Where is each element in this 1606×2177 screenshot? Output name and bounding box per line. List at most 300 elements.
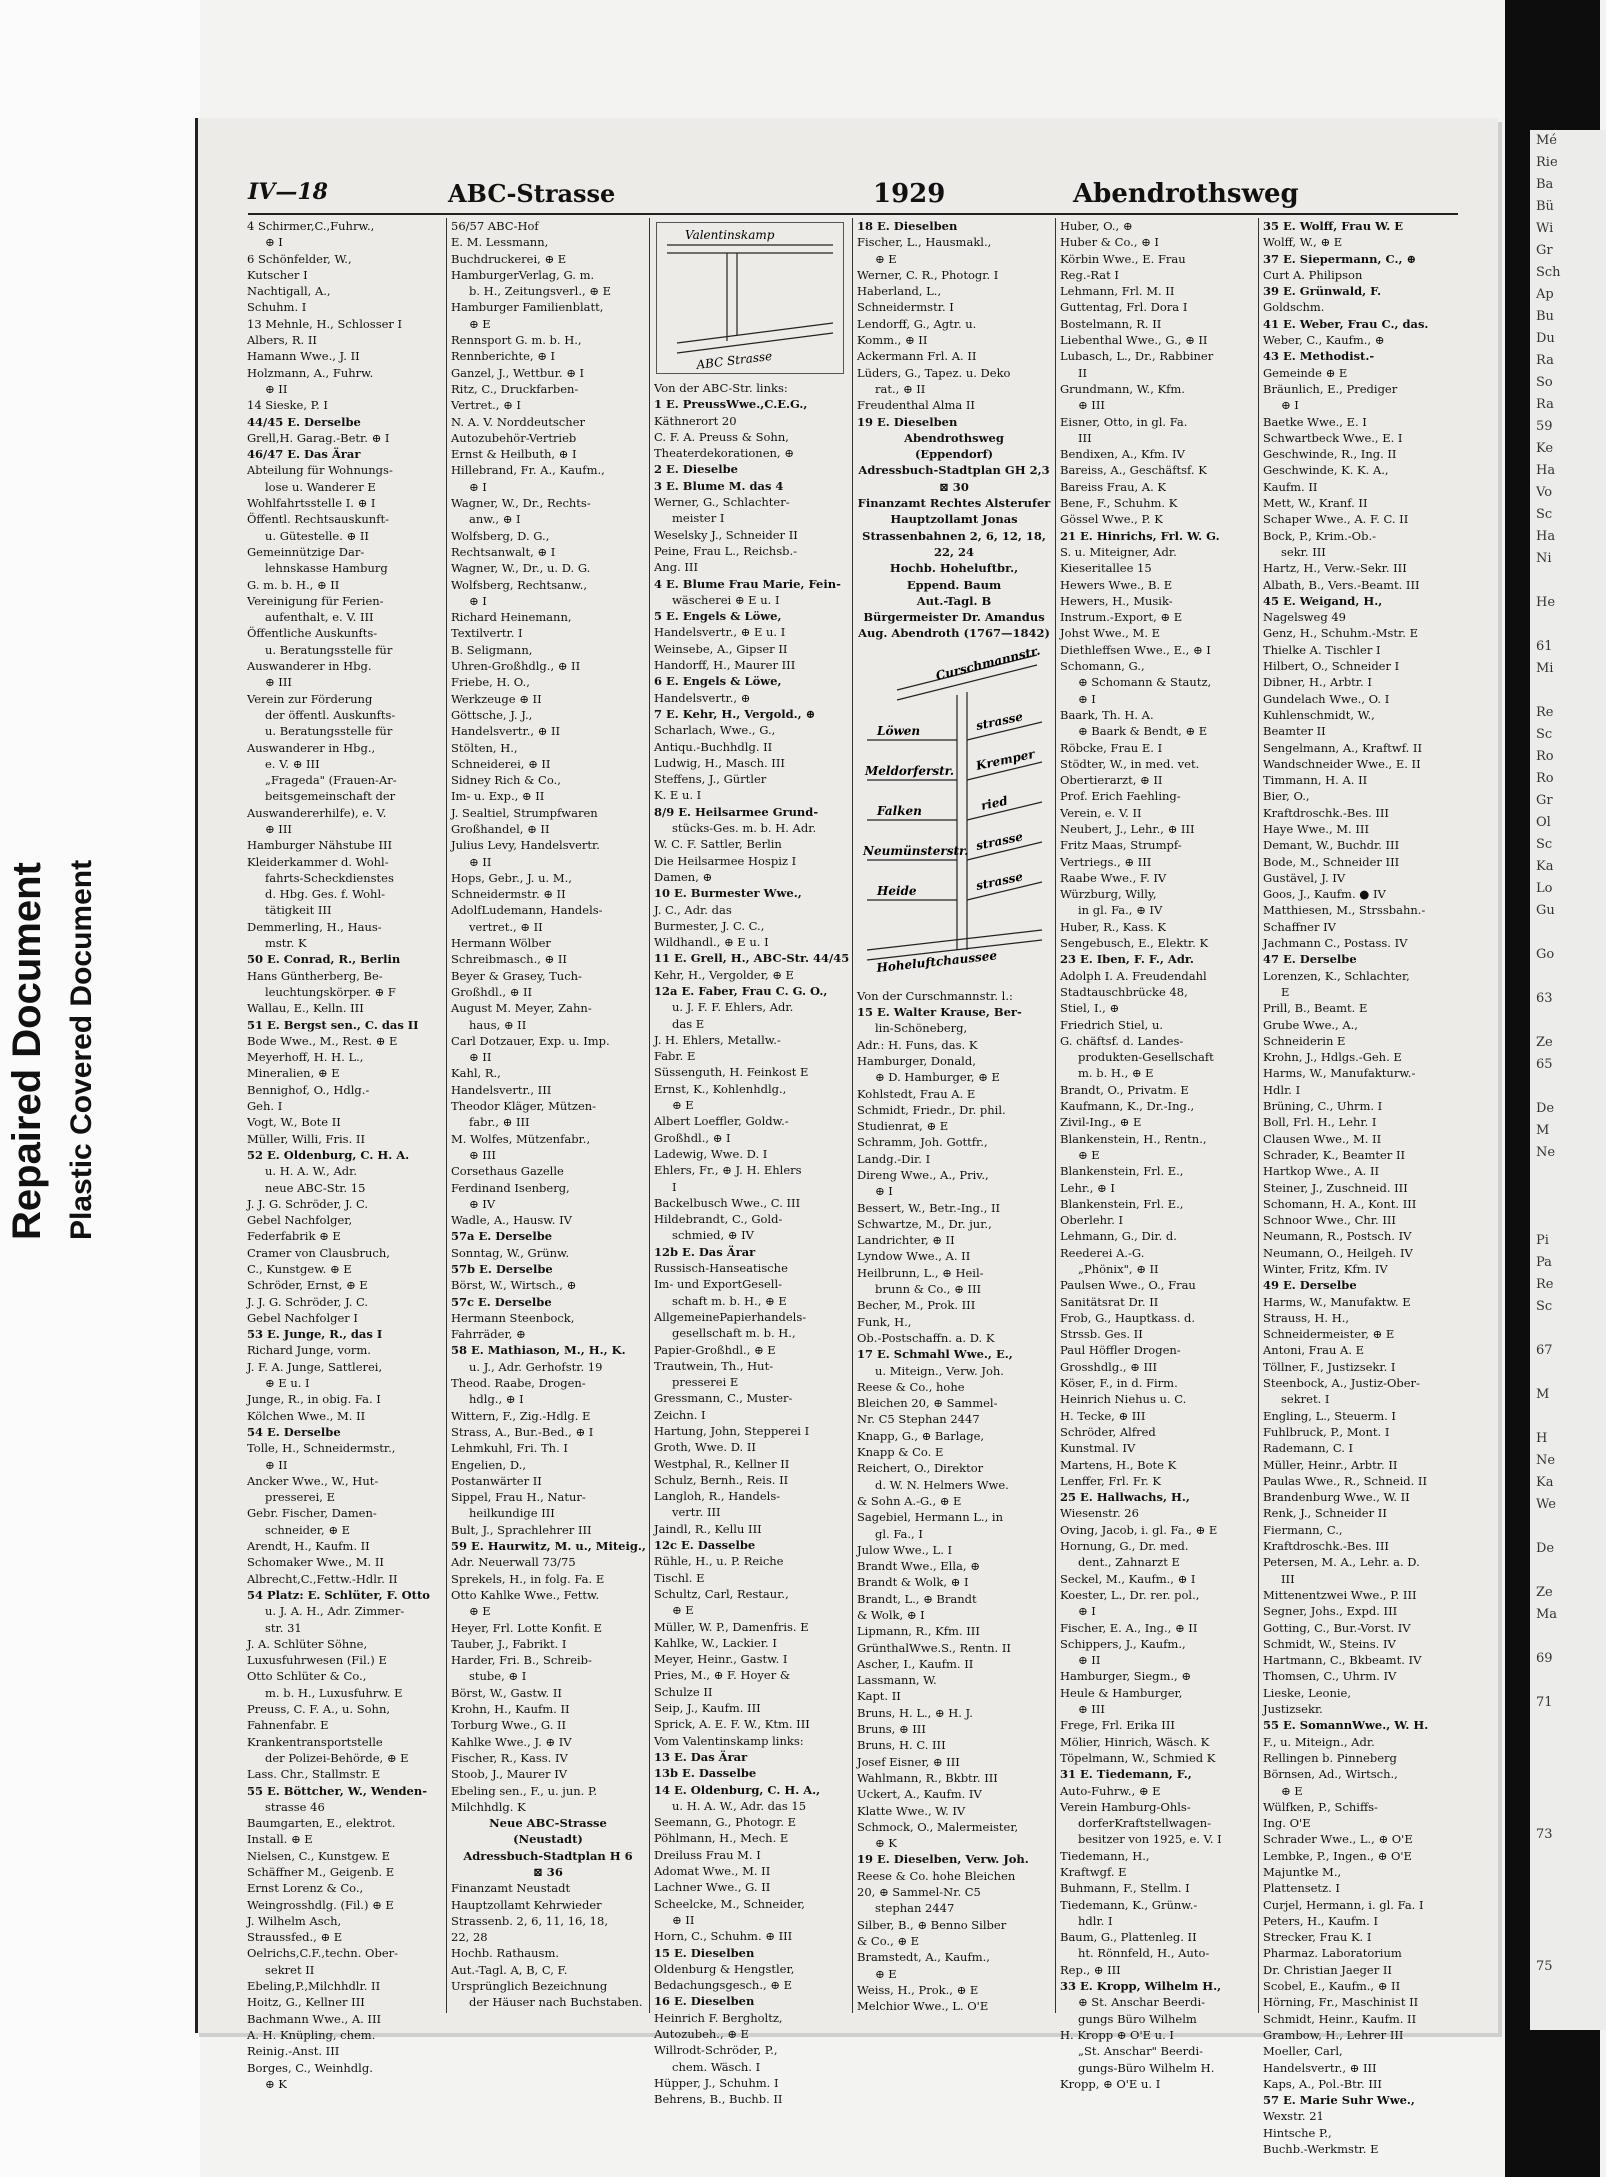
directory-entry: mstr. K [265, 936, 307, 951]
column-grid [243, 218, 1463, 2157]
directory-entry: Auswanderer in Hbg., [247, 740, 376, 755]
directory-entry: Bräunlich, E., Prediger [1263, 381, 1398, 396]
directory-entry: Fabr. E [654, 1049, 696, 1064]
directory-entry: Strecker, Frau K. I [1263, 1930, 1372, 1945]
directory-entry: Weinsebe, A., Gipser II [654, 641, 788, 656]
directory-entry: Werner, G., Schlachter- [654, 495, 790, 510]
directory-entry: Schuhm. I [247, 300, 307, 315]
directory-entry: Börst, W., Wirtsch., ⊕ [451, 1278, 577, 1293]
directory-entry: Landg.-Dir. I [857, 1151, 931, 1166]
directory-entry: Bareiss Frau, A. K [1060, 479, 1167, 494]
directory-entry: Steffens, J., Gürtler [654, 772, 767, 787]
directory-entry: 45 E. Weigand, H., [1263, 593, 1383, 608]
directory-entry: produkten-Gesellschaft [1078, 1050, 1214, 1065]
directory-entry: Lendorff, G., Agtr. u. [857, 316, 977, 331]
directory-entry: u. Beratungsstelle für [265, 642, 393, 657]
directory-entry: J. H. Ehlers, Metallw.- [654, 1032, 781, 1047]
directory-entry: Lyndow Wwe., A. II [857, 1249, 971, 1264]
directory-entry: leuchtungskörper. ⊕ F [265, 984, 396, 999]
adjacent-page-fragment: 73 [1536, 1827, 1553, 1842]
directory-entry: chem. Wäsch. I [672, 2059, 761, 2074]
adjacent-page-fragment: Gu [1536, 903, 1555, 918]
directory-entry: Hermann Steenbock, [451, 1310, 575, 1325]
directory-entry: Hintsche P., [1263, 2125, 1332, 2140]
directory-entry: Bruns, H. L., ⊕ H. J. [857, 1705, 973, 1720]
directory-entry: Käthnerort 20 [654, 413, 737, 428]
directory-entry: Lipmann, R., Kfm. III [857, 1624, 980, 1639]
directory-entry: Heyer, Frl. Lotte Konfit. E [451, 1620, 603, 1635]
directory-entry: Diethleffsen Wwe., E., ⊕ I [1060, 642, 1211, 657]
directory-entry: Ferdinand Isenberg, [451, 1180, 570, 1195]
directory-entry: strasse 46 [265, 1799, 325, 1814]
directory-entry: Junge, R., in obig. Fa. I [247, 1392, 381, 1407]
adjacent-page-fragment: Sc [1536, 507, 1553, 522]
directory-entry: Kutscher I [247, 267, 308, 282]
directory-entry: stücks-Ges. m. b. H. Adr. [672, 821, 817, 836]
directory-entry: Wolff, W., ⊕ E [1263, 235, 1343, 250]
directory-entry: Strauss, H. H., [1263, 1310, 1350, 1325]
adjacent-page-fragment: Pi [1536, 1233, 1549, 1248]
directory-entry: Freudenthal Alma II [857, 398, 975, 413]
directory-entry: J. F. A. Junge, Sattlerei, [247, 1359, 383, 1374]
directory-entry: Bachmann Wwe., A. III [247, 2011, 382, 2026]
directory-entry: Dr. Christian Jaeger II [1263, 1962, 1392, 1977]
column-2 [446, 218, 647, 2013]
directory-entry: ⊕ Schomann & Stautz, [1078, 675, 1212, 690]
adjacent-page-fragment: We [1536, 1497, 1556, 1512]
directory-entry: Reese & Co., hohe [857, 1379, 965, 1394]
map-label-valentinskamp: Valentinskamp [685, 228, 775, 242]
directory-entry: Wolfsberg, D. G., [451, 528, 550, 543]
adjacent-page-fragment: Ha [1536, 463, 1556, 478]
directory-entry: Köser, F., in d. Firm. [1060, 1376, 1178, 1391]
directory-entry: Mölier, Hinrich, Wäsch. K [1060, 1734, 1210, 1749]
directory-entry: Langloh, R., Handels- [654, 1489, 781, 1504]
directory-entry: Würzburg, Willy, [1060, 887, 1157, 902]
adjacent-page-fragment: So [1536, 375, 1553, 390]
directory-entry: 54 E. Derselbe [247, 1424, 341, 1439]
directory-entry: ⊕ K [875, 1836, 897, 1851]
directory-entry: Fahrräder, ⊕ [451, 1327, 526, 1342]
directory-entry: „St. Anschar" Beerdi- [1078, 2044, 1204, 2059]
directory-entry: Mittenentzwei Wwe., P. III [1263, 1587, 1417, 1602]
column-4-bottom [853, 988, 1053, 2015]
directory-entry: Haberland, L., [857, 284, 942, 299]
directory-entry: Sagebiel, Hermann L., in [857, 1510, 1003, 1525]
directory-entry: Kaps, A., Pol.-Btr. III [1263, 2076, 1382, 2091]
directory-entry: Grosshdlg., ⊕ III [1060, 1359, 1158, 1374]
directory-entry: Oelrichs,C.F.,techn. Ober- [247, 1946, 399, 1961]
directory-entry: Öffentliche Auskunfts- [247, 626, 378, 641]
directory-entry: Otto Schlüter & Co., [247, 1669, 367, 1684]
directory-entry: m. b. H., ⊕ E [1078, 1066, 1154, 1081]
adjacent-page-fragment [1536, 1164, 1606, 1186]
directory-entry: Tiedemann, H., [1060, 1848, 1150, 1863]
adjacent-page-fragment [1536, 1802, 1606, 1824]
street-map-abc [656, 222, 844, 374]
directory-entry: Wahlmann, R., Bkbtr. III [857, 1770, 998, 1785]
directory-entry: Peters, H., Kaufm. I [1263, 1913, 1379, 1928]
directory-entry: sekr. III [1281, 544, 1326, 559]
directory-entry: Handorff, H., Maurer III [654, 658, 796, 673]
directory-entry: Hermann Wölber [451, 936, 551, 951]
directory-entry: Im- und ExportGesell- [654, 1277, 783, 1292]
directory-entry: 41 E. Weber, Frau C., das. [1263, 316, 1429, 331]
directory-entry: Baetke Wwe., E. I [1263, 414, 1367, 429]
directory-entry: u. J., Adr. Gerhofstr. 19 [469, 1359, 603, 1374]
directory-entry: Reinig.-Anst. III [247, 2044, 340, 2059]
directory-entry: 13 E. Das Ärar [654, 1749, 748, 1764]
directory-entry: F., u. Miteign., Adr. [1263, 1734, 1375, 1749]
directory-entry: Corsethaus Gazelle [451, 1164, 564, 1179]
directory-entry: Schneiderin E [1263, 1033, 1346, 1048]
directory-entry: Schröder, Ernst, ⊕ E [247, 1278, 368, 1293]
adjacent-page-fragment [1536, 614, 1606, 636]
map-label-falken: Falken [877, 803, 922, 818]
directory-entry: Lass. Chr., Stallmstr. E [247, 1767, 381, 1782]
directory-entry: meister I [672, 511, 725, 526]
map-label-r4: strasse [974, 829, 1025, 853]
directory-entry: Börnsen, Ad., Wirtsch., [1263, 1767, 1398, 1782]
directory-entry: ⊕ I [1078, 1604, 1096, 1619]
directory-entry: Raabe Wwe., F. IV [1060, 870, 1167, 885]
adjacent-page-fragment [1536, 1934, 1606, 1956]
directory-entry: Göttsche, J. J., [451, 707, 533, 722]
directory-entry: M. Wolfes, Mützenfabr., [451, 1131, 591, 1146]
column-1 [243, 218, 443, 2091]
directory-entry: ⊕ II [469, 1050, 492, 1065]
directory-entry: Grube Wwe., A., [1263, 1017, 1358, 1032]
adjacent-page-fragment: Ap [1536, 287, 1554, 302]
directory-entry: Lieske, Leonie, [1263, 1685, 1352, 1700]
map-label-meldorf: Meldorferstr. [865, 763, 955, 778]
directory-entry: ⊕ E [875, 1966, 897, 1981]
directory-entry: 57b E. Derselbe [451, 1262, 553, 1276]
directory-entry: Vertriegs., ⊕ III [1060, 854, 1152, 869]
right-street-heading: Abendrothsweg [1073, 179, 1299, 209]
directory-entry: Gemeinnützige Dar- [247, 544, 365, 559]
directory-entry: Ascher, I., Kaufm. II [857, 1656, 974, 1671]
directory-entry: Heule & Hamburger, [1060, 1685, 1183, 1700]
directory-entry: Hornung, G., Dr. med. [1060, 1539, 1189, 1554]
directory-entry: vertret., ⊕ II [469, 919, 543, 934]
directory-entry: Hans Güntherberg, Be- [247, 968, 383, 983]
adjacent-page-fragment [1536, 1670, 1606, 1692]
directory-entry: ⊕ St. Anschar Beerdi- [1078, 1995, 1206, 2010]
directory-entry: Buchdruckerei, ⊕ E [451, 251, 567, 266]
directory-entry: Steiner, J., Zuschneid. III [1263, 1180, 1408, 1195]
directory-entry: Reederei A.-G. [1060, 1245, 1145, 1260]
directory-entry: Schneidermstr. I [857, 300, 954, 315]
directory-entry: sekret. I [1281, 1392, 1330, 1407]
directory-entry: Sprekels, H., in folg. Fa. E [451, 1571, 605, 1586]
directory-entry: Hochb. Hoheluftbr., [889, 561, 1019, 576]
directory-entry: Albath, B., Vers.-Beamt. III [1263, 577, 1420, 592]
column-5 [1055, 218, 1256, 2091]
directory-entry: Hartmann, C., Bkbeamt. IV [1263, 1653, 1422, 1668]
directory-entry: Von der Curschmannstr. l.: [857, 988, 1013, 1003]
directory-entry: Abendrothsweg [904, 430, 1004, 445]
adjacent-page-fragment: 63 [1536, 991, 1553, 1006]
directory-entry: u. Miteign., Verw. Joh. [875, 1363, 1004, 1378]
directory-entry: Kaufm. II [1263, 479, 1318, 494]
directory-entry: Lubasch, L., Dr., Rabbiner [1060, 349, 1214, 364]
adjacent-page-sliver [1530, 130, 1606, 2030]
directory-entry: Kahl, R., [451, 1066, 501, 1081]
directory-entry: Meyerhoff, H. H. L., [247, 1050, 364, 1065]
adjacent-page-fragment: M [1536, 1387, 1550, 1402]
directory-entry: Adr.: H. Funs, das. K [857, 1037, 978, 1052]
directory-entry: Von der ABC-Str. links: [654, 381, 788, 395]
directory-entry: Tiedemann, K., Grünw.- [1060, 1897, 1198, 1912]
adjacent-page-fragment [1536, 1010, 1606, 1032]
directory-entry: Werner, C. R., Photogr. I [857, 267, 999, 282]
directory-entry: aufenthalt, e. V. III [265, 610, 374, 625]
directory-entry: 5 E. Engels & Löwe, [654, 609, 782, 624]
directory-entry: Hamburger Nähstube III [247, 838, 393, 853]
column-4 [852, 218, 1053, 2013]
adjacent-page-fragment: Ne [1536, 1145, 1556, 1160]
map-label-hoheluft: Hoheluftchaussee [875, 948, 998, 975]
adjacent-page-fragment: Du [1536, 331, 1555, 346]
directory-entry: 31 E. Tiedemann, F., [1060, 1767, 1192, 1782]
directory-entry: Oldenburg & Hengstler, [654, 1961, 795, 1976]
directory-entry: 53 E. Junge, R., das I [247, 1327, 383, 1342]
directory-entry: Silber, B., ⊕ Benno Silber [857, 1917, 1007, 1932]
directory-entry: anw., ⊕ I [469, 512, 521, 527]
directory-entry: Theaterdekorationen, ⊕ [654, 446, 794, 461]
directory-entry: Wexstr. 21 [1263, 2109, 1324, 2124]
adjacent-page-fragment: Rie [1536, 155, 1558, 170]
directory-entry: Wadle, A., Hausw. IV [451, 1213, 572, 1228]
directory-entry: G. m. b. H., ⊕ II [247, 577, 340, 592]
map-label-r1: strasse [974, 709, 1025, 733]
directory-entry: Trautwein, Th., Hut- [654, 1358, 774, 1373]
directory-entry: Timmann, H. A. II [1263, 773, 1368, 788]
directory-entry: Werkzeuge ⊕ II [451, 691, 542, 706]
directory-entry: Bode Wwe., M., Rest. ⊕ E [247, 1033, 398, 1048]
directory-entry: Federfabrik ⊕ E [247, 1229, 341, 1244]
directory-entry: E [1281, 984, 1290, 999]
directory-entry: Nagelsweg 49 [1263, 610, 1346, 625]
directory-entry: Winter, Fritz, Kfm. IV [1263, 1262, 1388, 1276]
directory-entry: Carl Dotzauer, Exp. u. Imp. [451, 1033, 610, 1048]
directory-entry: Kraftwgf. E [1060, 1864, 1127, 1879]
directory-entry: Strass, A., Bur.-Bed., ⊕ I [451, 1424, 594, 1439]
directory-entry: Antoni, Frau A. E [1263, 1343, 1365, 1358]
directory-entry: Damen, ⊕ [654, 869, 713, 884]
directory-entry: Martens, H., Bote K [1060, 1457, 1177, 1472]
directory-entry: Kleiderkammer d. Wohl- [247, 854, 389, 869]
directory-entry: Sonntag, W., Grünw. [451, 1245, 570, 1260]
directory-entry: Bruns, H. C. III [857, 1738, 946, 1753]
directory-entry: Brüning, C., Uhrm. I [1263, 1099, 1383, 1114]
covered-label: Plastic Covered Document [65, 859, 98, 1240]
directory-entry: Kehr, H., Vergolder, ⊕ E [654, 967, 794, 982]
directory-entry: Bedachungsgesch., ⊕ E [654, 1978, 792, 1993]
adjacent-page-fragment [1536, 1560, 1606, 1582]
directory-entry: „Frageda" (Frauen-Ar- [265, 773, 397, 788]
directory-entry: AllgemeinePapierhandels- [654, 1309, 807, 1324]
directory-entry: Demant, W., Buchdr. III [1263, 838, 1400, 853]
directory-entry: vertr. III [672, 1505, 721, 1520]
directory-entry: Schmidt, Heinr., Kaufm. II [1263, 2011, 1417, 2026]
directory-entry: 18 E. Dieselben [857, 219, 958, 233]
adjacent-page-fragment: 67 [1536, 1343, 1553, 1358]
directory-entry: C. F. A. Preuss & Sohn, [654, 429, 789, 444]
directory-entry: Bendixen, A., Kfm. IV [1060, 447, 1185, 462]
directory-entry: 6 Schönfelder, W., [247, 251, 352, 266]
adjacent-page-fragment [1536, 1736, 1606, 1758]
directory-entry: Curjel, Hermann, i. gl. Fa. I [1263, 1897, 1424, 1912]
directory-entry: Nachtigall, A., [247, 284, 331, 299]
directory-entry: 19 E. Dieselben, Verw. Joh. [857, 1852, 1029, 1867]
directory-entry: Oberlehr. I [1060, 1213, 1124, 1228]
directory-entry: Majuntke M., [1263, 1864, 1342, 1879]
directory-entry: ⊕ Baark & Bendt, ⊕ E [1078, 724, 1208, 739]
directory-entry: d. Hbg. Ges. f. Wohl- [265, 887, 386, 902]
directory-entry: Baumgarten, E., elektrot. [247, 1816, 396, 1831]
directory-entry: Strssb. Ges. II [1060, 1327, 1143, 1342]
directory-entry: Torburg Wwe., G. II [451, 1718, 567, 1733]
directory-entry: wäscherei ⊕ E u. I [672, 592, 780, 607]
directory-entry: ⊕ III [265, 821, 292, 836]
directory-entry: Hilbert, O., Schneider I [1263, 659, 1400, 674]
directory-entry: Weingrosshdlg. (Fil.) ⊕ E [247, 1897, 394, 1912]
directory-entry: Schmidt, Friedr., Dr. phil. [857, 1102, 1006, 1117]
directory-entry: AdolfLudemann, Handels- [451, 903, 603, 918]
directory-entry: 59 E. Haurwitz, M. u., Miteig., [451, 1539, 646, 1554]
directory-entry: hdlg., ⊕ I [469, 1392, 524, 1407]
directory-entry: Verein zur Förderung [247, 691, 373, 706]
directory-entry: Krohn, H., Kaufm. II [451, 1702, 570, 1717]
directory-entry: Töpelmann, W., Schmied K [1060, 1750, 1216, 1765]
directory-entry: Paul Höffler Drogen- [1060, 1343, 1181, 1358]
directory-entry: besitzer von 1925, e. V. I [1078, 1832, 1222, 1847]
directory-entry: 12a E. Faber, Frau C. G. O., [654, 983, 828, 998]
directory-entry: Thomsen, C., Uhrm. IV [1263, 1669, 1397, 1684]
adjacent-page-fragment: Ro [1536, 749, 1554, 764]
directory-entry: Julius Levy, Handelsvertr. [451, 838, 600, 853]
directory-entry: 11 E. Grell, H., ABC-Str. 44/45 [654, 951, 850, 966]
directory-entry: Otto Kahlke Wwe., Fettw. [451, 1587, 600, 1602]
directory-entry: Ganzel, J., Wettbur. ⊕ I [451, 365, 585, 380]
directory-entry: Hamann Wwe., J. II [247, 349, 360, 364]
directory-entry: Scheelcke, M., Schneider, [654, 1896, 805, 1911]
directory-entry: 43 E. Methodist.- [1263, 349, 1375, 364]
directory-entry: ⊕ II [469, 854, 492, 869]
adjacent-page-fragment: De [1536, 1541, 1555, 1556]
directory-entry: Brandt Wwe., Ella, ⊕ [857, 1559, 980, 1574]
directory-entry: III [1281, 1571, 1295, 1586]
directory-entry: Frege, Frl. Erika III [1060, 1718, 1175, 1733]
directory-entry: Kraftdroschk.-Bes. III [1263, 1539, 1389, 1554]
directory-entry: 16 E. Dieselben [654, 1994, 755, 2009]
directory-entry: gl. Fa., I [875, 1526, 923, 1541]
directory-entry: ⊕ II [265, 381, 288, 396]
directory-entry: Reese & Co. hohe Bleichen [857, 1868, 1016, 1883]
directory-entry: J. J. G. Schröder, J. C. [247, 1196, 369, 1211]
directory-entry: Rennsport G. m. b. H., [451, 333, 582, 348]
directory-entry: 37 E. Siepermann, C., ⊕ [1263, 251, 1417, 266]
directory-entry: Matthiesen, M., Strssbahn.- [1263, 903, 1426, 918]
directory-entry: neue ABC-Str. 15 [265, 1180, 366, 1195]
directory-entry: Schneidermstr. ⊕ II [451, 887, 566, 902]
directory-entry: fahrts-Scheckdienstes [265, 870, 394, 885]
directory-entry: Hüpper, J., Schuhm. I [654, 2075, 779, 2090]
directory-entry: Schnoor Wwe., Chr. III [1263, 1213, 1396, 1228]
directory-entry: A. H. Knüpling, chem. [247, 2027, 376, 2042]
directory-entry: der Polizei-Behörde, ⊕ E [265, 1750, 409, 1765]
directory-entry: ⊕ III [1078, 1702, 1105, 1717]
directory-entry: Gressmann, C., Muster- [654, 1391, 793, 1406]
directory-entry: u. H. A. W., Adr. [265, 1164, 358, 1179]
directory-entry: Knapp & Co. E [857, 1445, 944, 1460]
directory-entry: Schwartze, M., Dr. jur., [857, 1216, 992, 1231]
directory-entry: Engling, L., Steuerm. I [1263, 1408, 1396, 1423]
adjacent-page-fragment: Sc [1536, 727, 1553, 742]
directory-entry: 46/47 E. Das Ärar [247, 447, 361, 462]
adjacent-page-fragment [1536, 1318, 1606, 1340]
abc-map-drawing [657, 223, 843, 373]
directory-entry: Tolle, H., Schneidermstr., [247, 1441, 396, 1456]
directory-entry: Hewers Wwe., B. E [1060, 577, 1173, 592]
directory-entry: Paulas Wwe., R., Schneid. II [1263, 1473, 1428, 1488]
directory-entry: Buhmann, F., Stellm. I [1060, 1881, 1190, 1896]
directory-entry: lin-Schöneberg, [875, 1021, 968, 1036]
directory-entry: Seckel, M., Kaufm., ⊕ I [1060, 1571, 1196, 1586]
column-6 [1258, 218, 1459, 2157]
directory-entry: II [1078, 365, 1088, 380]
directory-entry: ⊕ I [1078, 691, 1096, 706]
directory-entry: Handelsvertr., ⊕ II [451, 724, 561, 739]
directory-entry: Öffentl. Rechtsauskunft- [247, 512, 389, 527]
directory-entry: 7 E. Kehr, H., Vergold., ⊕ [654, 706, 816, 721]
directory-entry: Grundmann, W., Kfm. [1060, 381, 1185, 396]
directory-entry: Kuhlenschmidt, W., [1263, 707, 1375, 722]
directory-entry: Hartkop Wwe., A. II [1263, 1164, 1380, 1179]
directory-entry: dent., Zahnarzt E [1078, 1555, 1180, 1570]
directory-entry: Rennberichte, ⊕ I [451, 349, 556, 364]
directory-entry: u. Beratungsstelle für [265, 724, 393, 739]
directory-entry: Brandt, O., Privatm. E [1060, 1082, 1189, 1097]
directory-entry: Aut.-Tagl. A, B, C, F. [451, 1962, 568, 1977]
directory-entry: Harder, Fri. B., Schreib- [451, 1653, 592, 1668]
street-map-abendroth [857, 643, 1049, 980]
directory-entry: Autozubehör-Vertrieb [451, 430, 577, 445]
directory-entry: H. Tecke, ⊕ III [1060, 1408, 1146, 1423]
directory-entry: Weselsky J., Schneider II [654, 527, 798, 542]
directory-entry: Renk, J., Schneider II [1263, 1506, 1387, 1521]
directory-entry: 14 E. Oldenburg, C. H. A., [654, 1782, 821, 1797]
directory-entry: Pöhlmann, H., Mech. E [654, 1831, 789, 1846]
directory-page [195, 118, 1498, 2157]
directory-entry: Josef Eisner, ⊕ III [857, 1754, 960, 1769]
directory-entry: Schaper Wwe., A. F. C. II [1263, 512, 1409, 527]
directory-entry: Ludwig, H., Masch. III [654, 755, 785, 770]
directory-entry: Lehmann, Frl. M. II [1060, 284, 1175, 299]
directory-entry: Gebr. Fischer, Damen- [247, 1506, 377, 1521]
directory-entry: Steenbock, A., Justiz-Ober- [1263, 1376, 1420, 1391]
directory-entry: lehnskasse Hamburg [265, 561, 388, 576]
directory-entry: B. Seligmann, [451, 642, 533, 657]
directory-entry: J. A. Schlüter Söhne, [247, 1636, 368, 1651]
directory-entry: Brandt, L., ⊕ Brandt [857, 1591, 977, 1606]
directory-entry: beitsgemeinschaft der [265, 789, 396, 804]
directory-entry: Im- u. Exp., ⊕ II [451, 789, 545, 804]
directory-entry: ⊕ E [1078, 1147, 1100, 1162]
directory-entry: Clausen Wwe., M. II [1263, 1131, 1382, 1146]
